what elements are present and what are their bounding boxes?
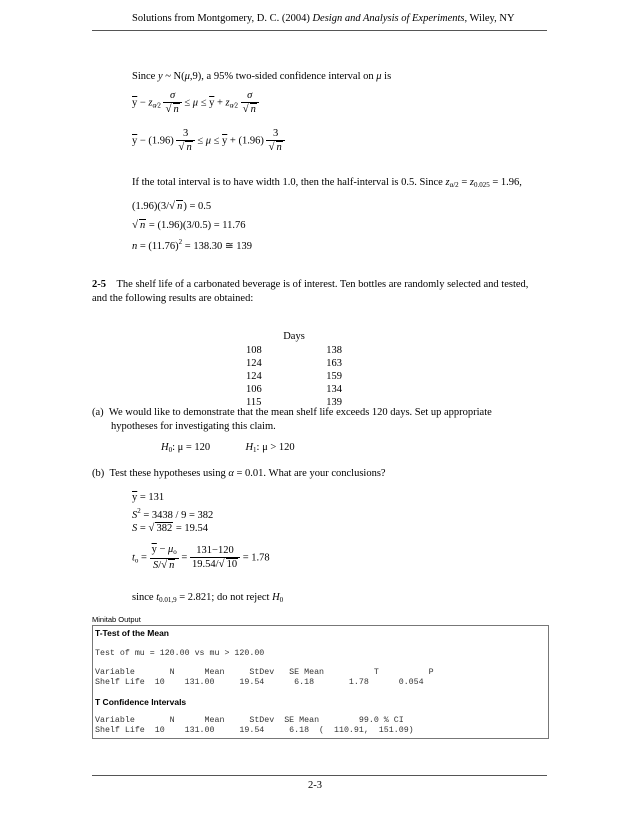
days-cell-left: 124	[246, 358, 262, 369]
problem-statement: 2-5 The shelf life of a carbonated beverage is of interest. Ten bottles are randomly selected and tested,	[92, 279, 529, 290]
problem-statement-2: and the following results are obtained:	[92, 293, 254, 304]
minitab-ci-row: Shelf Life 10 131.00 19.54 6.18 ( 110.91, 151.09)	[95, 726, 414, 735]
days-row	[246, 357, 342, 370]
width-text: If the total interval is to have width 1.0, then the half-interval is 0.5. Since $z_{\alpha/2} = z_{0.025} = 1.96$,	[132, 177, 522, 189]
t-statistic: $t_o$ = $\frac{\overline{y} - \mu_o}{S/√ n}$ = $\frac{131-120}{19.54/√ 10}$ = 1.78	[132, 544, 270, 571]
header-publisher: , Wiley, NY	[464, 13, 515, 24]
variance-result: $S^2 = 3438 / 9 = 382$	[132, 507, 214, 521]
days-cell-right: 159	[326, 371, 342, 382]
conclusion: since $t_{0.01,9} = 2.821$; do not reject $H_0$	[132, 592, 284, 604]
days-cell-left: 115	[246, 397, 262, 408]
intro-text: Since y ~ N(μ,9), a 95% two-sided confidence interval on μ is	[132, 71, 392, 82]
days-cell-left: 106	[246, 384, 262, 395]
footer-rule	[92, 775, 547, 776]
part-a-line2: hypotheses for investigating this claim.	[111, 421, 276, 432]
days-table	[246, 330, 342, 409]
minitab-caption: Minitab Output	[92, 615, 141, 624]
minitab-title-ci: T Confidence Intervals	[95, 697, 187, 707]
ci-formula-1: $\overline{y} - z_{\alpha⁄2}$ $\frac{\sigma}{√ n}$ ≤ $\mu \le \overline{y} + z_{\alpha⁄2}$ $\frac{\sigma}{√ n}$	[132, 90, 259, 116]
days-cell-left: 124	[246, 371, 262, 382]
minitab-title-ttest: T-Test of the Mean	[95, 628, 169, 638]
part-b: (b) Test these hypotheses using α = 0.01. What are your conclusions?	[92, 468, 386, 479]
ci-formula-2: $\overline{y} - (1.96)$ $\frac{3}{√ n}$ ≤ $\mu \le \overline{y} + (1.96)$ $\frac{3}{√ n}$	[132, 128, 285, 154]
days-cell-right: 139	[326, 397, 342, 408]
minitab-test-line: Test of mu = 120.00 vs mu > 120.00	[95, 649, 265, 658]
days-cell-right: 163	[326, 358, 342, 369]
hypotheses: $H_0$: μ = 120 $H_1$: μ > 120	[161, 442, 295, 454]
minitab-ttest-header: Variable N Mean StDev SE Mean T P	[95, 668, 434, 677]
solve-line-3: $n = (11.76)^2 = 138.30$ ≅ 139	[132, 238, 253, 252]
days-row	[246, 383, 342, 396]
page-number: 2-3	[308, 780, 322, 791]
days-cell-right: 134	[326, 384, 342, 395]
days-cell-left: 108	[246, 345, 262, 356]
header-book-title: Design and Analysis of Experiments	[312, 13, 465, 24]
minitab-ci-header: Variable N Mean StDev SE Mean 99.0 % CI	[95, 716, 404, 725]
part-a: (a) We would like to demonstrate that the mean shelf life exceeds 120 days. Set up appropriate	[92, 407, 492, 418]
problem-number: 2-5	[92, 279, 106, 290]
ybar-result: $\overline{y} = 131$	[132, 492, 165, 503]
minitab-ttest-row: Shelf Life 10 131.00 19.54 6.18 1.78 0.054	[95, 678, 424, 687]
header-rule	[92, 30, 547, 31]
days-cell-right: 138	[326, 345, 342, 356]
days-header: Days	[283, 331, 305, 342]
sd-result: S = √ 382 = 19.54	[132, 522, 209, 534]
days-row	[246, 344, 342, 357]
solve-line-2: √ n = (1.96)(3/0.5) = 11.76	[132, 219, 246, 231]
header-citation: Solutions from Montgomery, D. C. (2004)	[132, 13, 313, 24]
days-row	[246, 370, 342, 383]
page-header	[132, 12, 515, 25]
solve-line-1: (1.96)(3/√ n) = 0.5	[132, 200, 212, 212]
